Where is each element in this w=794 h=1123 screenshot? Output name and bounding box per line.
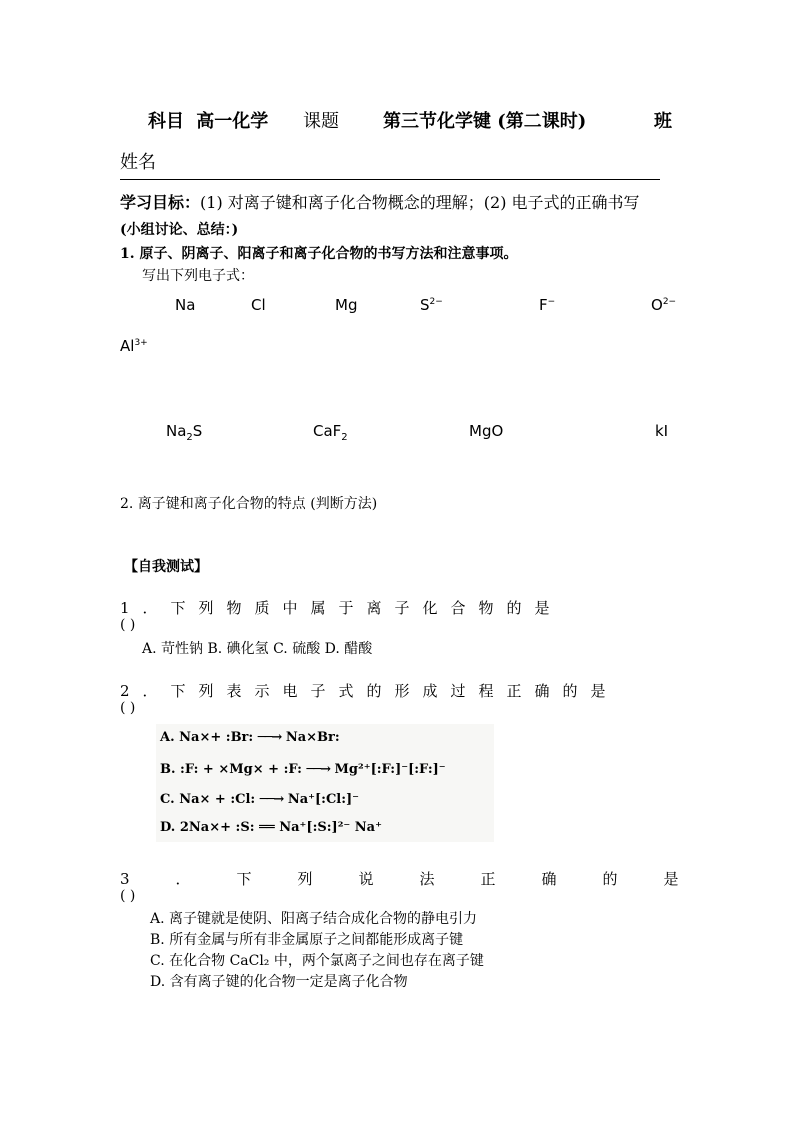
compound-mgo: MgO [469,422,504,440]
test3-option-c: C. 在化合物 CaCl₂ 中，两个氯离子之间也存在离子键 [150,953,484,969]
test2-blank: ( ) [120,700,136,716]
class-label: 班 [654,111,672,132]
test3-option-d: D. 含有离子键的化合物一定是离子化合物 [150,974,408,990]
test3-blank: ( ) [120,888,136,904]
header-row [148,107,268,133]
name-label: 姓名 [120,152,156,173]
topic-value: 第三节化学键 (第二课时) [383,111,587,132]
test3-option-a: A. 离子键就是使阴、阳离子结合成化合物的静电引力 [150,911,478,927]
discussion-note: (小组讨论、总结：) [120,222,239,238]
option-b: B. :F: + ×Mg× + :F: ──→ Mg²⁺[:F:]⁻[:F:]⁻ [160,762,446,777]
option-c: C. Na× + :Cl: ──→ Na⁺[:Cl:]⁻ [160,792,360,807]
test1-blank: ( ) [120,617,136,633]
goals-text: (1) 对离子键和离子化合物概念的理解；(2) 电子式的正确书写 [200,193,640,212]
symbol-cl: Cl [251,296,266,314]
compound-ki: kI [655,422,669,440]
option-a: A. Na×+ :Br: ──→ Na×Br: [160,730,340,745]
symbol-na: Na [175,296,196,314]
option-d: D. 2Na×+ :S: ══ Na⁺[:S:]²⁻ Na⁺ [160,820,382,835]
symbol-o2: $O^{2-}$ [651,296,677,314]
goals-label: 学习目标： [120,193,201,212]
name-underline [120,179,660,180]
test1-stem: 1．下列物质中属于离子化合物的是 [120,599,563,617]
test2-stem: 2．下列表示电子式的形成过程正确的是 [120,682,619,700]
test3-stem: 3．下列说法正确的是 [120,870,725,888]
learning-goals [120,190,640,213]
symbol-f: F− [539,296,556,314]
symbol-al3: $Al^{3+}$ [120,337,148,355]
selftest-heading: 【自我测试】 [124,559,208,575]
section1-subtitle: 写出下列电子式： [142,268,254,284]
test3-option-b: B. 所有金属与所有非金属原子之间都能形成离子键 [150,932,464,948]
symbol-s2: $S^{2-}$ [420,296,443,314]
formation-figure [156,724,494,842]
section2-title: 2. 离子键和离子化合物的特点 (判断方法) [120,496,378,512]
test1-options: A. 苛性钠 B. 碘化氢 C. 硫酸 D. 醋酸 [142,641,373,657]
subject-value: 高一化学 [196,111,269,132]
compound-na2s: $Na_2S$ [166,422,203,443]
compound-caf2: CaF$_2$ [313,422,348,443]
subject-label: 科目 [148,111,184,132]
section1-title: 1. 原子、阴离子、阳离子和离子化合物的书写方法和注意事项。 [120,246,518,262]
symbol-mg: Mg [335,296,358,314]
topic-label: 课题 [303,111,339,132]
